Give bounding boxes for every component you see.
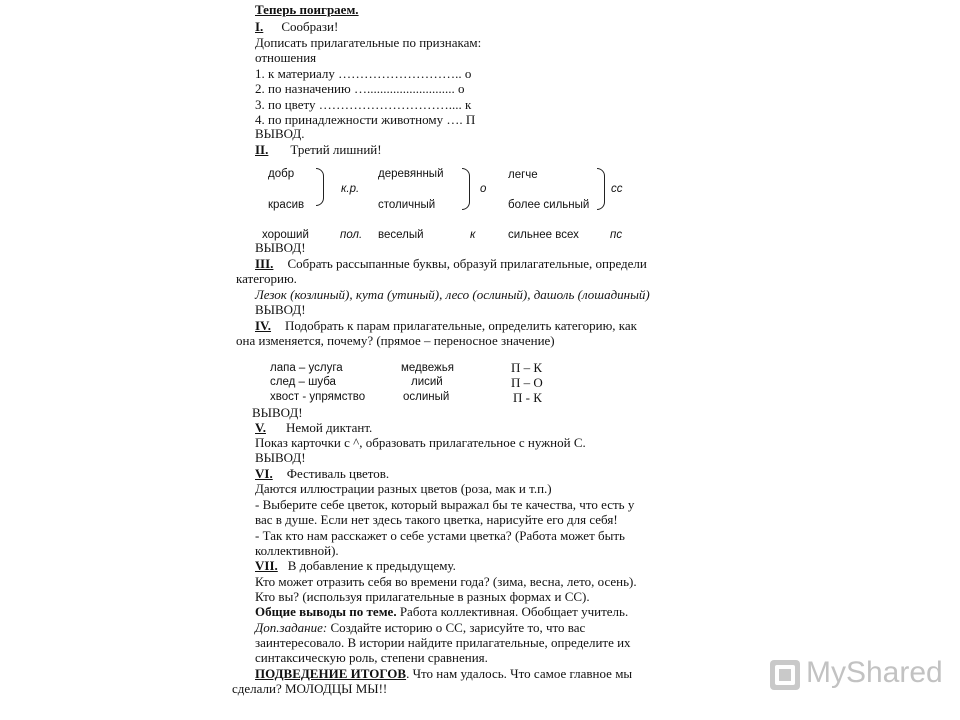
word-legche: легче <box>508 169 538 181</box>
word-bolee-silny: более сильный <box>508 199 590 211</box>
section-3-line-2: категорию. <box>236 271 297 286</box>
label-k: к <box>470 229 476 241</box>
section-6-number: VI. <box>255 466 273 481</box>
section-5-line: Показ карточки с ^, образовать прилагательное с нужной С. <box>255 435 586 450</box>
section-6-header <box>255 466 389 481</box>
label-kr: к.р. <box>341 183 360 195</box>
word-krasiv: красив <box>268 199 305 211</box>
section-3-words: Лезок (козлиный), кута (утиный), лесо (ослиный), дашоль (лошадиный) <box>255 287 650 302</box>
label-pol: пол. <box>340 229 363 241</box>
section-3-number: III. <box>255 256 274 271</box>
section-3-header <box>255 256 647 271</box>
section-1-header <box>255 19 338 34</box>
label-ps: пс <box>610 229 623 241</box>
section-6-heading: Фестиваль цветов. <box>286 466 390 481</box>
section-7-header <box>255 558 456 573</box>
word-dobr: добр <box>268 168 295 180</box>
section-1-line-1: Дописать прилагательные по признакам: <box>255 35 482 50</box>
section-4-line-2: она изменяется, почему? (прямое – переносное значение) <box>236 333 555 348</box>
section-2-conclusion: ВЫВОД! <box>255 240 306 255</box>
label-ss: сс <box>611 183 623 195</box>
extra-task-line-3: синтаксическую роль, степени сравнения. <box>255 650 488 665</box>
section-5-number: V. <box>255 420 266 435</box>
section-2-header <box>255 142 382 157</box>
section-6-line-4: - Так кто нам расскажет о себе устами цветка? (Работа может быть <box>255 528 625 543</box>
logo-text: MyShared <box>806 656 943 689</box>
cat-1: П – К <box>511 360 543 375</box>
section-5-conclusion: ВЫВОД! <box>255 450 306 465</box>
adj-3: ослиный <box>403 391 450 403</box>
brace-3 <box>597 168 605 210</box>
section-7-line-2: Кто вы? (используя прилагательные в разных формах и СС). <box>255 589 590 604</box>
section-1-item-3: 3. по цвету ………………………….... к <box>255 97 472 112</box>
section-1-conclusion: ВЫВОД. <box>255 126 305 141</box>
page-title: Теперь поиграем. <box>255 2 359 17</box>
logo-icon <box>768 658 802 692</box>
section-7-heading: В добавление к предыдущему. <box>287 558 456 573</box>
general-conclusions-label: Общие выводы по теме. <box>255 604 397 619</box>
pair-3: хвост - упрямство <box>270 391 366 403</box>
section-1-item-2: 2. по назначению …........................... о <box>255 81 465 96</box>
adj-2: лисий <box>411 376 443 388</box>
label-o: о <box>480 183 487 195</box>
extra-task-text: Создайте историю о СС, зарисуйте то, что вас <box>327 620 586 635</box>
word-derevyanny: деревянный <box>378 168 444 180</box>
section-7-line-1: Кто может отразить себя во времени года? (зима, весна, лето, осень). <box>255 574 637 589</box>
section-1-item-1: 1. к материалу ……………………….. о <box>255 66 472 81</box>
word-stolichny: столичный <box>378 199 436 211</box>
word-vesely: веселый <box>378 229 424 241</box>
pair-1: лапа – услуга <box>270 362 343 374</box>
word-horoshiy: хороший <box>262 229 309 241</box>
summary-text: . Что нам удалось. Что самое главное мы <box>406 666 633 681</box>
section-2-number: II. <box>255 142 269 157</box>
section-6-line-3: вас в душе. Если нет здесь такого цветка, нарисуйте его для себя! <box>255 512 618 527</box>
section-1-heading: Сообрази! <box>281 19 339 34</box>
section-4-conclusion: ВЫВОД! <box>252 405 303 420</box>
general-conclusions-text: Работа коллективная. Обобщает учитель. <box>396 604 629 619</box>
section-1-item-4: 4. по принадлежности животному …. П <box>255 112 476 127</box>
cat-2: П – О <box>511 375 543 390</box>
summary-line-1 <box>255 666 632 681</box>
section-7-number: VII. <box>255 558 278 573</box>
section-4-number: IV. <box>255 318 272 333</box>
section-1-number: I. <box>255 19 264 34</box>
section-4-heading: Подобрать к парам прилагательные, определить категорию, как <box>285 318 638 333</box>
extra-task-label: Доп.задание: <box>255 620 328 635</box>
pair-2: след – шуба <box>270 376 336 388</box>
brace-2 <box>462 168 470 210</box>
section-5-heading: Немой диктант. <box>285 420 373 435</box>
section-5-header <box>255 420 372 435</box>
general-conclusions <box>255 604 628 619</box>
section-3-conclusion: ВЫВОД! <box>255 302 306 317</box>
section-6-line-1: Даются иллюстрации разных цветов (роза, мак и т.п.) <box>255 481 552 496</box>
extra-task-line-1 <box>255 620 585 635</box>
section-1-line-2: отношения <box>255 50 317 65</box>
cat-3: П - К <box>513 390 542 405</box>
section-6-line-5: коллективной). <box>255 543 339 558</box>
summary-line-2: сделали? МОЛОДЦЫ МЫ!! <box>232 681 388 696</box>
brace-1 <box>316 168 324 206</box>
section-3-heading: Собрать рассыпанные буквы, образуй прилагательные, определи <box>287 256 647 271</box>
myshared-logo <box>768 654 943 696</box>
extra-task-line-2: заинтересовало. В истории найдите прилагательные, определите их <box>255 635 631 650</box>
adj-1: медвежья <box>401 362 454 374</box>
section-2-heading: Третий лишний! <box>290 142 382 157</box>
summary-label: ПОДВЕДЕНИЕ ИТОГОВ <box>255 666 407 681</box>
section-4-header <box>255 318 637 333</box>
word-silnee-vseh: сильнее всех <box>508 229 579 241</box>
section-6-line-2: - Выберите себе цветок, который выражал бы те качества, что есть у <box>255 497 635 512</box>
